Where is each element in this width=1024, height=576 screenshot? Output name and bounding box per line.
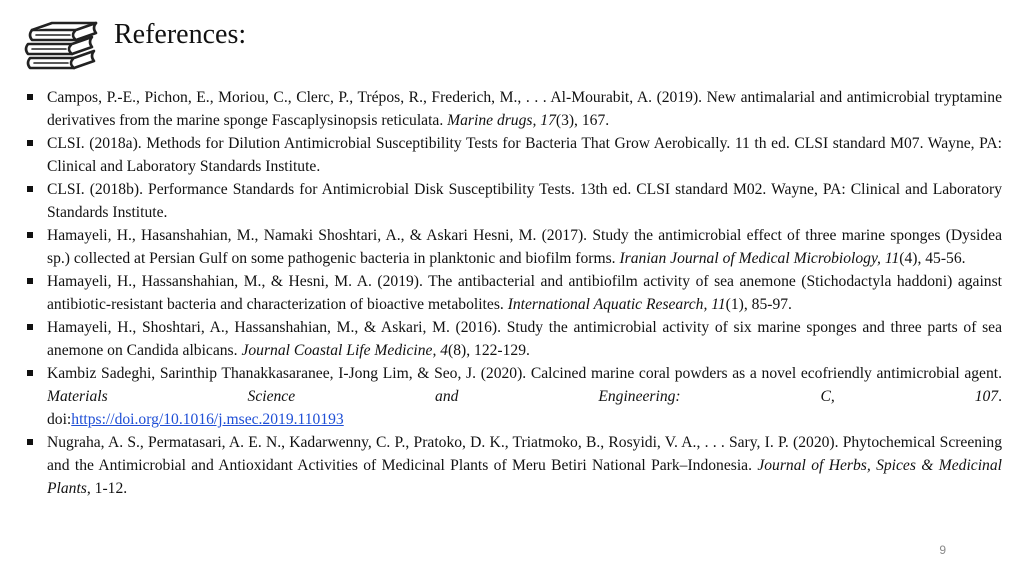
journal-title: Marine drugs, 17 [447, 112, 556, 129]
journal-title: International Aquatic Research, 11 [507, 296, 726, 313]
list-item: Campos, P.-E., Pichon, E., Moriou, C., Clerc, P., Trépos, R., Frederich, M., . . . Al-Mourabit, A. (2019). New antimalarial and antimicrobial tryptamine derivatives from the marine sponge Fascaplysinopsis reticulata. Marine drugs, 17(3), 167. [26, 86, 1002, 132]
list-item: Nugraha, A. S., Permatasari, A. E. N., Kadarwenny, C. P., Pratoko, D. K., Triatmoko, B., Rosyidi, V. A., . . . Sary, I. P. (2020). Phytochemical Screening and the Antimicrobial and Antioxidant Activities of Medicinal Plants of Meru Betiri National Park–Indonesia. Journal of Herbs, Spices & Medicinal Plants, 1-12. [26, 431, 1002, 500]
reference-list [26, 86, 1002, 500]
journal-title: Journal of Herbs, Spices & Medicinal Plants [47, 457, 1002, 497]
journal-title: Materials Science and Engineering: C, 107 [47, 388, 999, 405]
list-item: Kambiz Sadeghi, Sarinthip Thanakkasaranee, I-Jong Lim, & Seo, J. (2020). Calcined marine coral powders as a novel ecofriendly antimicrobial agent. Materials Science and Engineering: C, 107. doi:https://doi.org/10.1016/j.msec.2019.110193 [26, 362, 1002, 431]
list-item: Hamayeli, H., Hasanshahian, M., Namaki Shoshtari, A., & Askari Hesni, M. (2017). Study the antimicrobial effect of three marine sponges (Dysidea sp.) collected at Persian Gulf on some pathogenic bacteria in planktonic and biofilm forms. Iranian Journal of Medical Microbiology, 11(4), 45-56. [26, 224, 1002, 270]
books-stack-icon [24, 13, 100, 71]
slide-header [24, 12, 246, 72]
doi-link[interactable]: https://doi.org/10.1016/j.msec.2019.110193 [71, 411, 344, 428]
list-item: CLSI. (2018b). Performance Standards for Antimicrobial Disk Susceptibility Tests. 13th ed. CLSI standard M02. Wayne, PA: Clinical and Laboratory Standards Institute. [26, 178, 1002, 224]
list-item: Hamayeli, H., Hassanshahian, M., & Hesni, M. A. (2019). The antibacterial and antibiofilm activity of sea anemone (Stichodactyla haddoni) against antibiotic-resistant bacteria and characterization of bioactive metabolites. International Aquatic Research, 11(1), 85-97. [26, 270, 1002, 316]
journal-title: Journal Coastal Life Medicine, 4 [241, 342, 449, 359]
page-title: References: [114, 19, 247, 50]
list-item: CLSI. (2018a). Methods for Dilution Antimicrobial Susceptibility Tests for Bacteria That Grow Aerobically. 11 th ed. CLSI standard M07. Wayne, PA: Clinical and Laboratory Standards Institute. [26, 132, 1002, 178]
page-number: 9 [939, 543, 946, 557]
journal-title: Iranian Journal of Medical Microbiology, 11 [619, 250, 900, 267]
list-item: Hamayeli, H., Shoshtari, A., Hassanshahian, M., & Askari, M. (2016). Study the antimicrobial activity of six marine sponges and three parts of sea anemone on Candida albicans. Journal Coastal Life Medicine, 4(8), 122-129. [26, 316, 1002, 362]
